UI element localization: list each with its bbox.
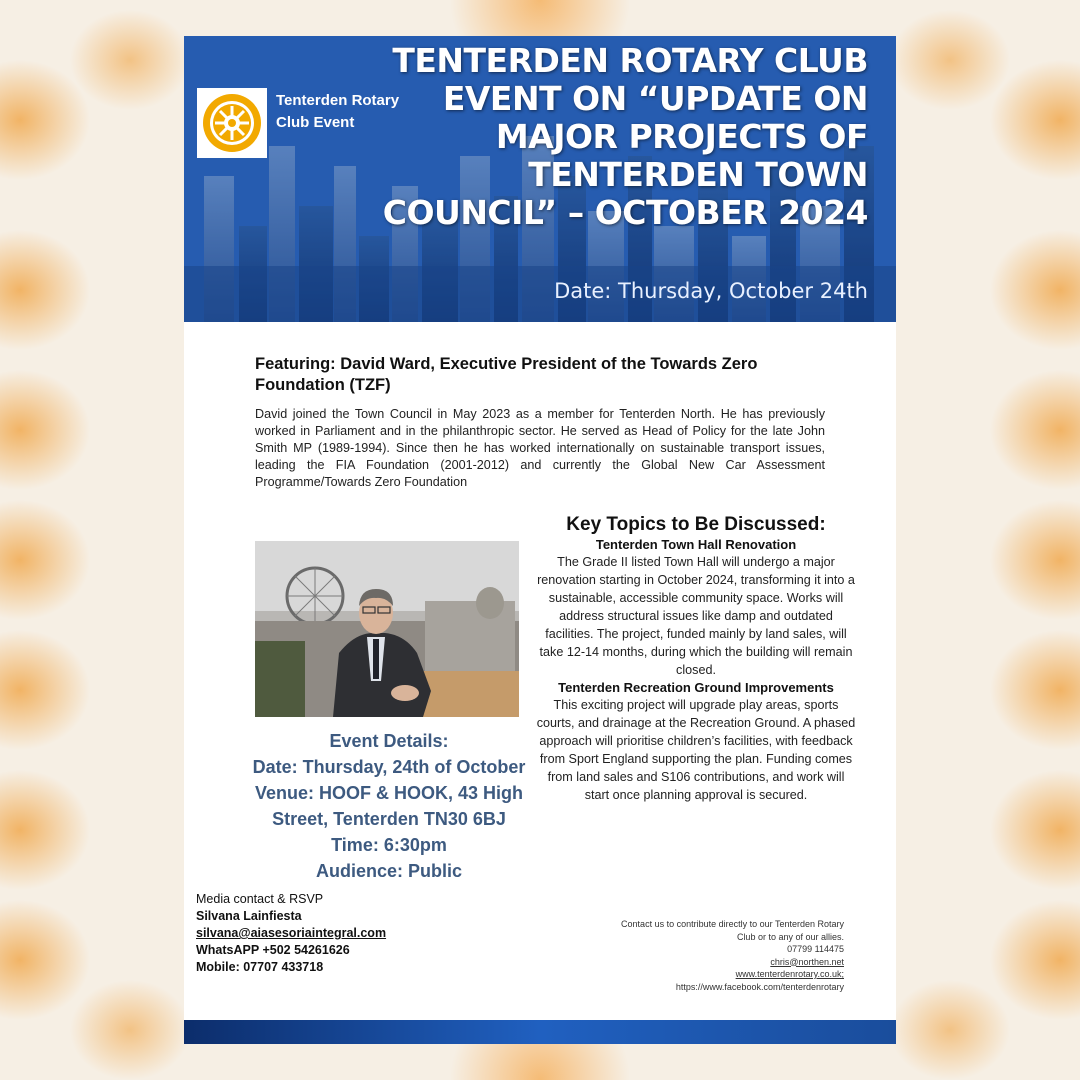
topic-body: This exciting project will upgrade play areas, sports courts, and drainage at the Recreation Ground. A phased approach will prioritise children’s facilities, with feedback from Sport England supporting the plan. Funding comes from land sales and S106 contributions, and work will start once planning approval is secured. (536, 698, 856, 802)
title-line: EVENT ON “UPDATE ON (442, 79, 868, 118)
rotary-logo (197, 88, 267, 158)
rotary-wheel-icon (201, 92, 263, 154)
topic-body: The Grade II listed Town Hall will undergo a major renovation starting in October 2024, transforming it into a sustainable, accessible community space. Works will address structural issues like damp and outdated facilities. The project, funded mainly by land sales, will take 12-14 months, during which the building will remain closed. (537, 555, 855, 677)
topic-heading: Tenterden Town Hall Renovation (595, 537, 797, 552)
poster-title (348, 42, 868, 232)
rotary-contact (544, 918, 844, 993)
poster-header (184, 36, 896, 322)
media-contact-label: Media contact & RSVP (196, 892, 324, 906)
event-details (204, 728, 574, 884)
featuring-heading: Featuring: David Ward, Executive President of the Towards Zero Foundation (TZF) (255, 355, 758, 394)
contact-website-link[interactable]: www.tenterdenrotary.co.uk; (735, 969, 844, 979)
club-label-line: Tenterden Rotary (276, 92, 400, 109)
media-contact-whatsapp: WhatsAPP +502 54261626 (196, 943, 350, 957)
title-line: TENTERDEN ROTARY CLUB (392, 41, 868, 80)
media-contact-mobile: Mobile: 07707 433718 (196, 960, 324, 974)
event-details-title: Event Details: (329, 731, 449, 751)
contact-line: Contact us to contribute directly to our Tenterden Rotary (621, 919, 844, 929)
topic-heading: Tenterden Recreation Ground Improvements (558, 680, 834, 695)
media-contact-email-link[interactable]: silvana@aiasesoriaintegral.com (196, 926, 387, 940)
event-detail-line: Venue: HOOF & HOOK, 43 High (254, 783, 524, 803)
speaker-photo (255, 541, 519, 717)
contact-facebook-link[interactable]: https://www.facebook.com/tenterdenrotary (675, 981, 844, 992)
club-label-line: Club Event (276, 114, 355, 131)
title-line: TENTERDEN TOWN (528, 155, 868, 194)
event-detail-line: Street, Tenterden TN30 6BJ (272, 809, 506, 829)
title-line: MAJOR PROJECTS OF (495, 117, 868, 156)
contact-email-link[interactable]: chris@northen.net (770, 956, 844, 967)
key-topics (536, 514, 856, 804)
event-detail-line: Date: Thursday, 24th of October (252, 757, 526, 777)
speaker-bio: David joined the Town Council in May 2023 as a member for Tenterden North. He has previously worked in Parliament and in the philanthropic sector. He served as Head of Policy for the late John Smith MP (1989-1994). Since then he has worked internationally on sustainable transport issues, leading the FIA Foundation (2001-2012) and currently the Global New Car Assessment Programme/Towards Zero Foundation (255, 407, 825, 489)
title-line: COUNCIL” – OCTOBER 2024 (382, 193, 868, 232)
contact-line: Club or to any of our allies. (736, 931, 844, 942)
header-date: Date: Thursday, October 24th (554, 279, 868, 303)
media-contact-name: Silvana Lainfiesta (196, 909, 302, 923)
footer-bar (184, 1020, 896, 1044)
speaker-portrait-image (255, 541, 519, 717)
contact-phone: 07799 114475 (787, 944, 844, 954)
event-detail-line: Audience: Public (315, 861, 463, 881)
key-topics-title: Key Topics to Be Discussed: (566, 514, 826, 535)
media-contact (196, 891, 386, 976)
event-poster (184, 36, 896, 1044)
event-detail-line: Time: 6:30pm (331, 835, 447, 855)
